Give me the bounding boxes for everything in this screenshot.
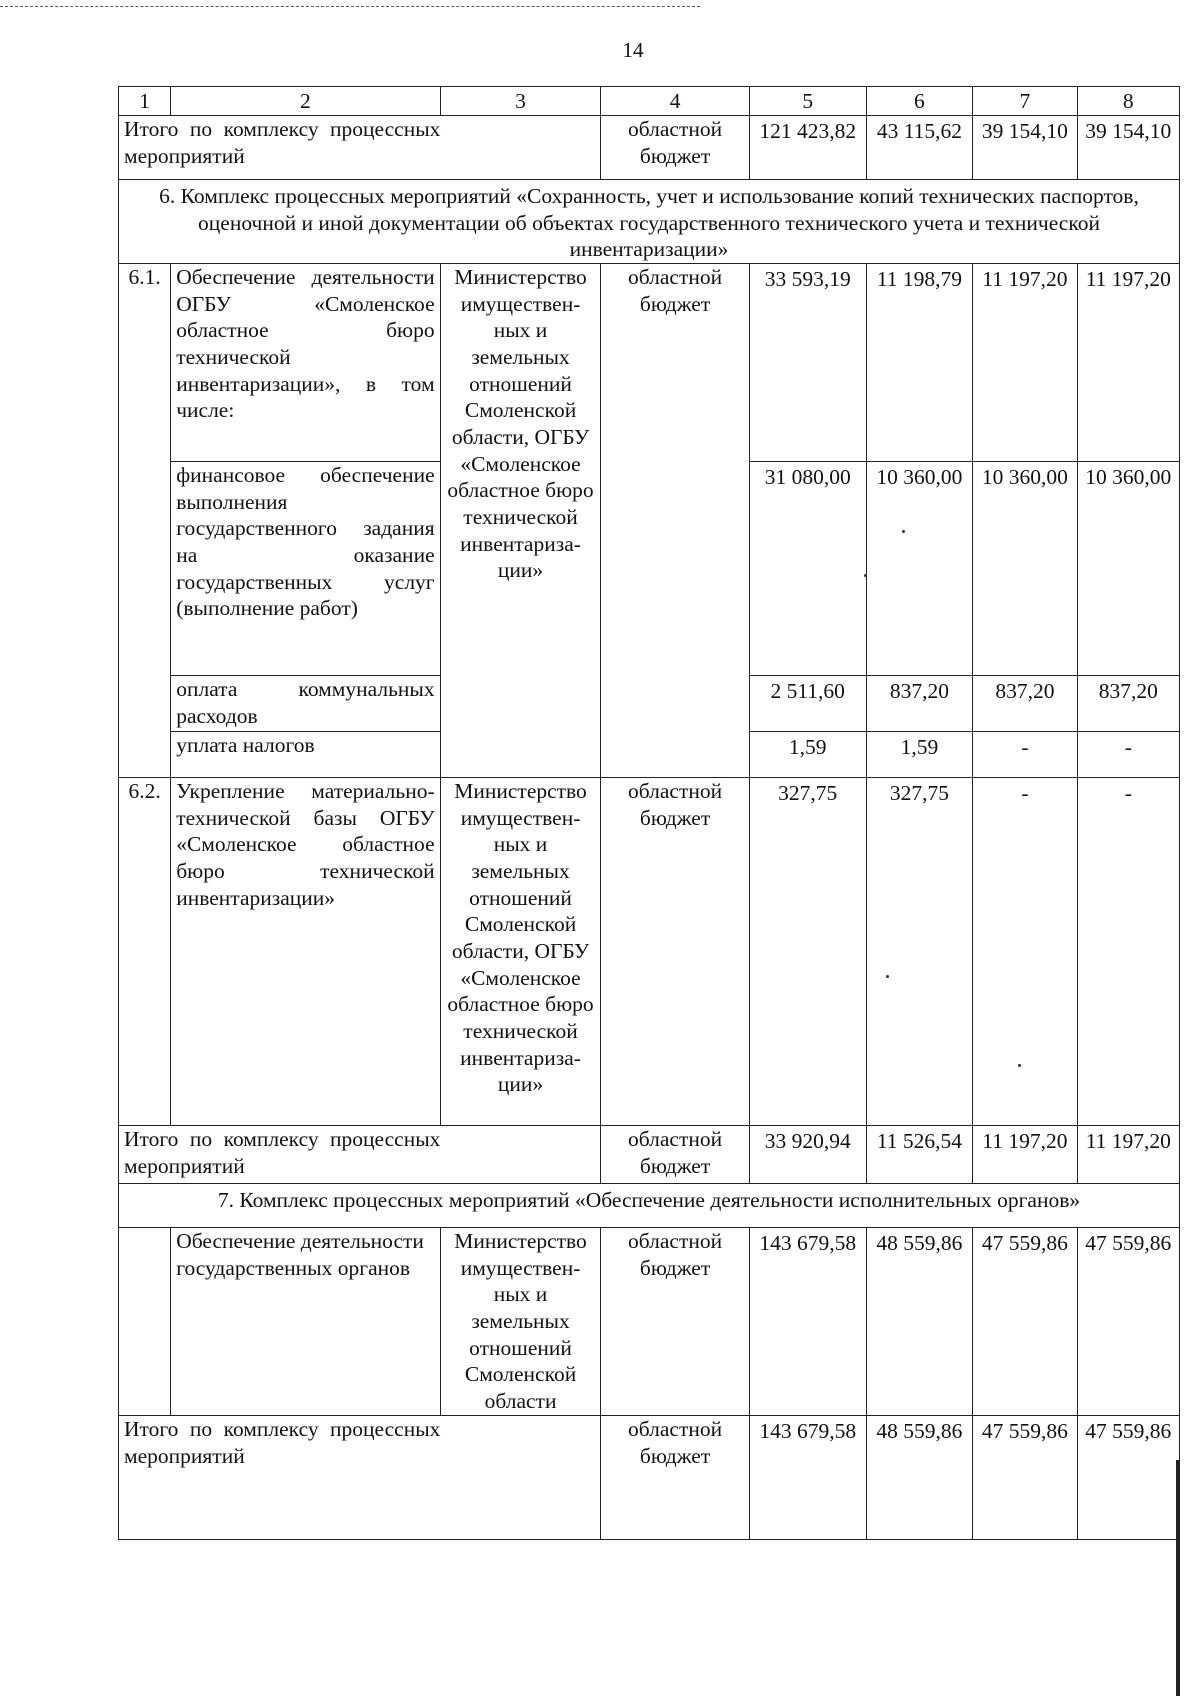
value-cell: 11 197,20 [973, 1125, 1077, 1183]
value-cell: - [1077, 777, 1179, 1125]
table-row-6-2 [119, 777, 1180, 1125]
value-cell: 1,59 [866, 731, 973, 777]
header-cell: 2 [171, 87, 440, 116]
section-6-title: 6. Комплекс процессных мероприятий «Сохранность, учет и использование копий технических паспортов, оценочной и иной документации об объектах государственного технического учета и технической инвентаризации» [119, 180, 1180, 264]
scan-artifact-line [0, 6, 700, 7]
budget-table [118, 86, 1180, 1540]
source-cell: областной бюджет [601, 1227, 749, 1415]
section-7-row [119, 1183, 1180, 1227]
value-cell: 33 920,94 [749, 1125, 866, 1183]
item-name: финансовое обеспечение выполнения государственного задания на оказание государственных услуг (выполнение работ) [171, 461, 440, 675]
value-cell: - [1077, 731, 1179, 777]
table-row-7 [119, 1227, 1180, 1415]
total-label: Итого по комплексу процессных мероприятий [119, 1125, 601, 1183]
table-row-total-7 [119, 1415, 1180, 1539]
value-cell: 121 423,82 [749, 116, 866, 180]
scan-edge-mark [1176, 1460, 1180, 1696]
total-label: Итого по комплексу процессных мероприятий [119, 116, 601, 180]
header-cell: 1 [119, 87, 171, 116]
header-cell: 5 [749, 87, 866, 116]
value-cell: 43 115,62 [866, 116, 973, 180]
source-cell: областной бюджет [601, 777, 749, 1125]
value-cell: 48 559,86 [866, 1227, 973, 1415]
value-cell: 11 197,20 [1077, 1125, 1179, 1183]
value-cell: 33 593,19 [749, 263, 866, 461]
value-cell: 143 679,58 [749, 1415, 866, 1539]
scan-speck [1018, 1064, 1021, 1067]
scan-speck [902, 530, 905, 533]
value-cell: 47 559,86 [1077, 1415, 1179, 1539]
value-cell: 837,20 [866, 675, 973, 731]
source-cell: областной бюджет [601, 1125, 749, 1183]
source-cell: областной бюджет [601, 116, 749, 180]
table-row-total-5 [119, 116, 1180, 180]
value-cell: 11 197,20 [1077, 263, 1179, 461]
header-cell: 7 [973, 87, 1077, 116]
section-6-row [119, 180, 1180, 264]
item-name: оплата коммунальных расходов [171, 675, 440, 731]
value-cell: 48 559,86 [866, 1415, 973, 1539]
header-cell: 8 [1077, 87, 1179, 116]
value-cell: 39 154,10 [973, 116, 1077, 180]
scan-speck [864, 574, 867, 577]
value-cell: 837,20 [1077, 675, 1179, 731]
page-number: 14 [622, 38, 644, 62]
value-cell: 10 360,00 [866, 461, 973, 675]
value-cell: 39 154,10 [1077, 116, 1179, 180]
value-cell: 47 559,86 [973, 1415, 1077, 1539]
item-name: Укрепление материально-технической базы ОГБУ «Смоленское областное бюро технической инвентаризации» [171, 777, 440, 1125]
executor-cell: Министерство имуществен- ных и земельных отношений Смоленской области, ОГБУ «Смоленское областное бюро технической инвентариза- ции» [440, 777, 601, 1125]
table-row-total-6 [119, 1125, 1180, 1183]
value-cell: 1,59 [749, 731, 866, 777]
value-cell: 10 360,00 [973, 461, 1077, 675]
section-7-title: 7. Комплекс процессных мероприятий «Обеспечение деятельности исполнительных органов» [119, 1183, 1180, 1227]
header-cell: 6 [866, 87, 973, 116]
item-name: уплата налогов [171, 731, 440, 777]
value-cell: 327,75 [866, 777, 973, 1125]
value-cell: 2 511,60 [749, 675, 866, 731]
executor-cell: Министерство имуществен- ных и земельных отношений Смоленской области [440, 1227, 601, 1415]
source-cell: областной бюджет [601, 263, 749, 777]
value-cell: 10 360,00 [1077, 461, 1179, 675]
row-number [119, 1227, 171, 1415]
value-cell: 327,75 [749, 777, 866, 1125]
table-row-6-1 [119, 263, 1180, 461]
executor-cell: Министерство имуществен- ных и земельных отношений Смоленской области, ОГБУ «Смоленское областное бюро технической инвентариза- ции» [440, 263, 601, 777]
value-cell: 47 559,86 [1077, 1227, 1179, 1415]
value-cell: 11 197,20 [973, 263, 1077, 461]
value-cell: 47 559,86 [973, 1227, 1077, 1415]
value-cell: 31 080,00 [749, 461, 866, 675]
row-number: 6.1. [119, 263, 171, 777]
value-cell: 11 526,54 [866, 1125, 973, 1183]
value-cell: - [973, 777, 1077, 1125]
value-cell: - [973, 731, 1077, 777]
value-cell: 837,20 [973, 675, 1077, 731]
source-cell: областной бюджет [601, 1415, 749, 1539]
total-label: Итого по комплексу процессных мероприятий [119, 1415, 601, 1539]
header-cell: 3 [440, 87, 601, 116]
row-number: 6.2. [119, 777, 171, 1125]
value-cell: 143 679,58 [749, 1227, 866, 1415]
scan-speck [886, 975, 889, 978]
value-cell: 11 198,79 [866, 263, 973, 461]
header-cell: 4 [601, 87, 749, 116]
header-row [119, 87, 1180, 116]
item-name: Обеспечение деятельности государственных органов [171, 1227, 440, 1415]
item-name: Обеспечение деятельности ОГБУ «Смоленское областное бюро технической инвентаризации», в том числе: [171, 263, 440, 461]
